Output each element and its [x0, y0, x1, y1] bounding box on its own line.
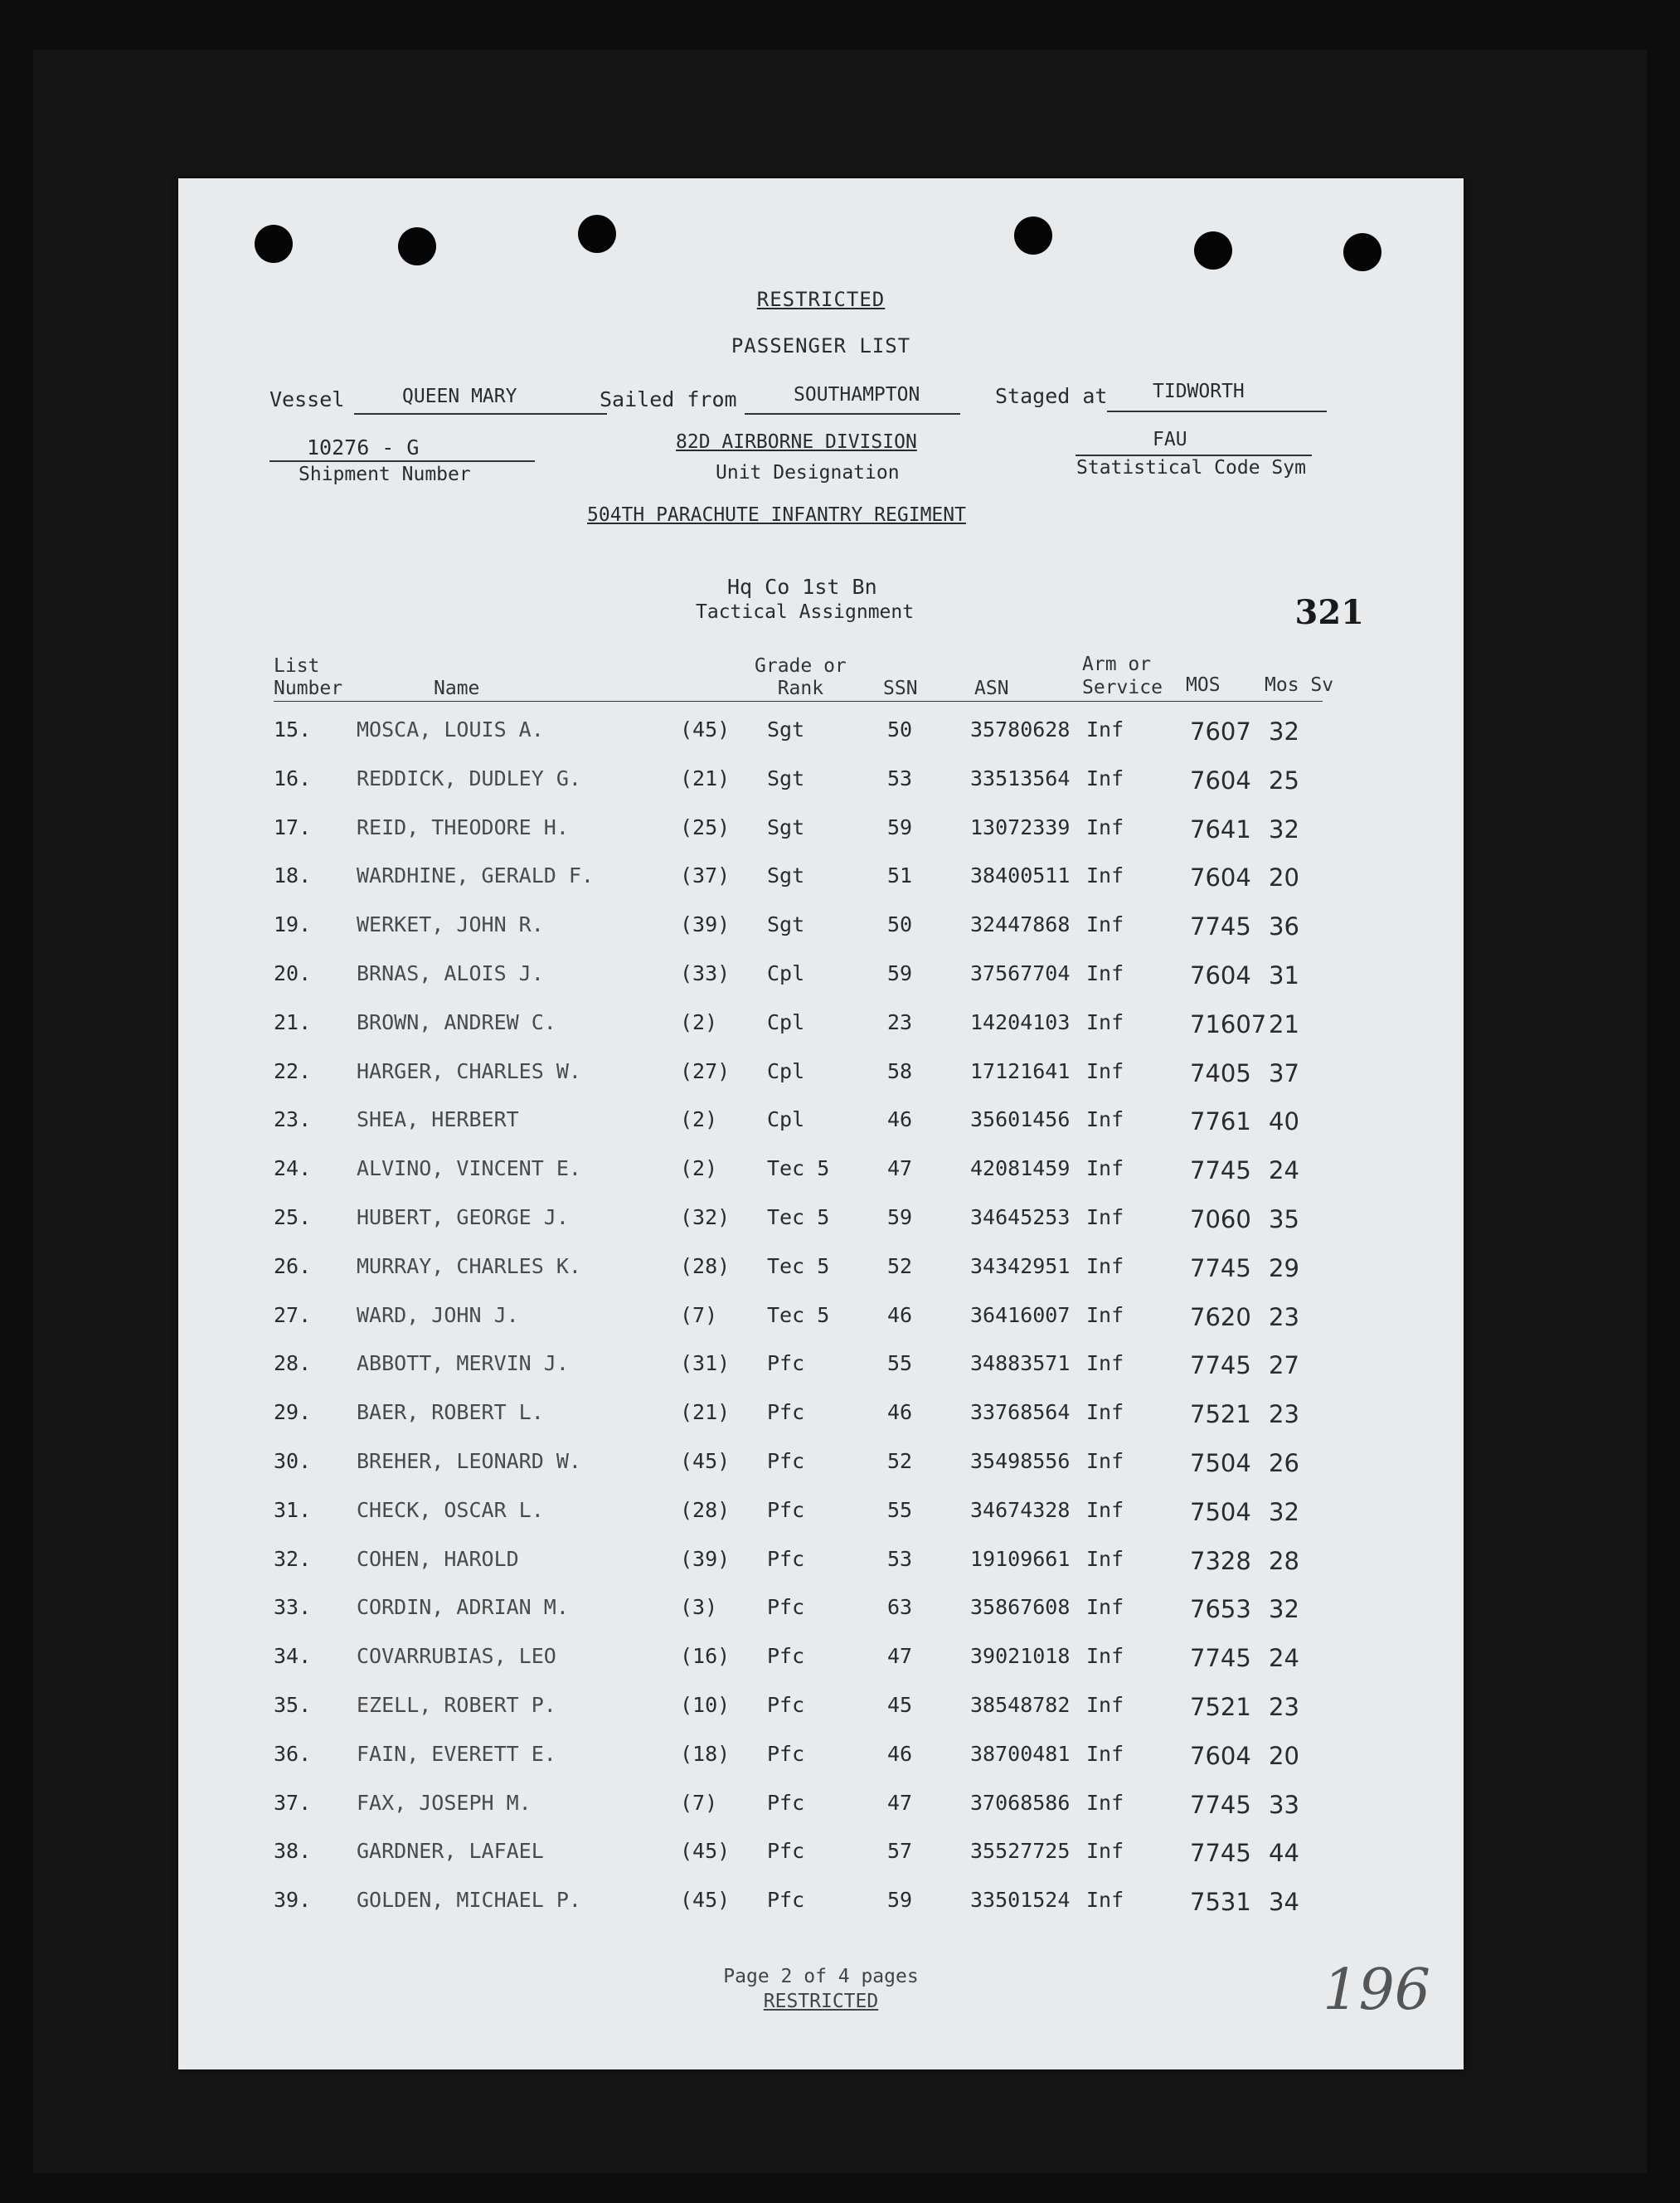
ssn-cell: 47 — [887, 1156, 913, 1181]
arm-cell: Inf — [1086, 1741, 1124, 1766]
asn-cell: 35601456 — [970, 1107, 1071, 1132]
mos-sv-cell: 20 — [1269, 863, 1299, 892]
name-cell: FAIN, EVERETT E. — [357, 1741, 556, 1766]
asn-cell: 38548782 — [970, 1693, 1071, 1717]
ssn-cell: 53 — [887, 1546, 913, 1571]
grade-number-cell: (33) — [680, 961, 731, 985]
punch-hole — [1014, 216, 1052, 255]
list-number-cell: 25. — [274, 1205, 312, 1229]
grade-number-cell: (31) — [680, 1351, 731, 1376]
grade-number-cell: (39) — [680, 912, 731, 937]
name-cell: GARDNER, LAFAEL — [357, 1839, 544, 1864]
list-number-cell: 18. — [274, 863, 312, 888]
list-number-cell: 38. — [274, 1839, 312, 1864]
list-number-cell: 30. — [274, 1449, 312, 1473]
arm-cell: Inf — [1086, 815, 1124, 839]
arm-cell: Inf — [1086, 1839, 1124, 1864]
rank-cell: Pfc — [767, 1693, 805, 1717]
arm-cell: Inf — [1086, 1253, 1124, 1278]
table-row — [178, 1595, 1464, 1636]
rank-cell: Tec 5 — [767, 1205, 830, 1229]
rank-cell: Sgt — [767, 912, 805, 937]
staged-at-underline — [1107, 411, 1327, 412]
mos-sv-cell: 29 — [1269, 1253, 1299, 1282]
list-number-cell: 24. — [274, 1156, 312, 1181]
list-number-cell: 19. — [274, 912, 312, 937]
rank-cell: Pfc — [767, 1595, 805, 1620]
mos-sv-cell: 35 — [1269, 1205, 1299, 1233]
ssn-cell: 55 — [887, 1497, 913, 1522]
rank-cell: Pfc — [767, 1546, 805, 1571]
arm-cell: Inf — [1086, 1449, 1124, 1473]
grade-number-cell: (45) — [680, 1449, 731, 1473]
col-header-mos-sv: Mos Sv — [1265, 674, 1334, 696]
asn-cell: 34645253 — [970, 1205, 1071, 1229]
rank-cell: Sgt — [767, 815, 805, 839]
asn-cell: 17121641 — [970, 1058, 1071, 1083]
footer-classification: RESTRICTED — [763, 1991, 879, 2012]
list-number-cell: 16. — [274, 766, 312, 790]
rank-cell: Tec 5 — [767, 1156, 830, 1181]
grade-number-cell: (16) — [680, 1644, 731, 1669]
asn-cell: 39021018 — [970, 1644, 1071, 1669]
asn-cell: 33768564 — [970, 1400, 1071, 1425]
mos-cell: 7604 — [1190, 766, 1251, 795]
punch-hole — [1194, 231, 1232, 270]
col-header-arm-line2: Service — [1082, 677, 1163, 698]
asn-cell: 36416007 — [970, 1302, 1071, 1327]
mos-cell: 7521 — [1190, 1400, 1251, 1429]
mos-sv-cell: 36 — [1269, 912, 1299, 941]
grade-number-cell: (21) — [680, 766, 731, 790]
grade-number-cell: (45) — [680, 1888, 731, 1913]
asn-cell: 35867608 — [970, 1595, 1071, 1620]
mos-sv-cell: 31 — [1269, 961, 1299, 990]
col-header-ssn: SSN — [883, 678, 918, 699]
rank-cell: Pfc — [767, 1741, 805, 1766]
name-cell: REDDICK, DUDLEY G. — [357, 766, 581, 790]
mos-sv-cell: 23 — [1269, 1693, 1299, 1721]
rank-cell: Cpl — [767, 961, 805, 985]
arm-cell: Inf — [1086, 1205, 1124, 1229]
mos-cell: 7531 — [1190, 1888, 1251, 1917]
mos-sv-cell: 27 — [1269, 1351, 1299, 1380]
name-cell: WARD, JOHN J. — [357, 1302, 519, 1327]
arm-cell: Inf — [1086, 1790, 1124, 1815]
rank-cell: Tec 5 — [767, 1253, 830, 1278]
ssn-cell: 58 — [887, 1058, 913, 1083]
ssn-cell: 51 — [887, 863, 913, 888]
arm-cell: Inf — [1086, 1644, 1124, 1669]
mos-cell: 7521 — [1190, 1693, 1251, 1721]
rank-cell: Cpl — [767, 1009, 805, 1034]
col-header-underline — [274, 701, 1323, 702]
name-cell: HUBERT, GEORGE J. — [357, 1205, 569, 1229]
list-number-cell: 17. — [274, 815, 312, 839]
ssn-cell: 57 — [887, 1839, 913, 1864]
col-header-asn: ASN — [974, 678, 1009, 699]
table-row — [178, 1791, 1464, 1832]
rank-cell: Pfc — [767, 1888, 805, 1913]
table-row — [178, 912, 1464, 954]
asn-cell: 33513564 — [970, 766, 1071, 790]
grade-number-cell: (2) — [680, 1107, 718, 1132]
table-row — [178, 1742, 1464, 1783]
table-row — [178, 1839, 1464, 1880]
list-number-cell: 35. — [274, 1693, 312, 1717]
mos-sv-cell: 32 — [1269, 1497, 1299, 1526]
mos-sv-cell: 32 — [1269, 717, 1299, 746]
ssn-cell: 45 — [887, 1693, 913, 1717]
arm-cell: Inf — [1086, 766, 1124, 790]
list-number-cell: 32. — [274, 1546, 312, 1571]
name-cell: BREHER, LEONARD W. — [357, 1449, 581, 1473]
arm-cell: Inf — [1086, 1595, 1124, 1620]
ssn-cell: 59 — [887, 961, 913, 985]
mos-sv-cell: 24 — [1269, 1156, 1299, 1185]
ssn-cell: 53 — [887, 766, 913, 790]
name-cell: HARGER, CHARLES W. — [357, 1058, 581, 1083]
asn-cell: 35780628 — [970, 717, 1071, 742]
list-number-cell: 23. — [274, 1107, 312, 1132]
list-number-cell: 37. — [274, 1790, 312, 1815]
rank-cell: Sgt — [767, 863, 805, 888]
ssn-cell: 50 — [887, 912, 913, 937]
arm-cell: Inf — [1086, 1058, 1124, 1083]
ssn-cell: 50 — [887, 717, 913, 742]
ssn-cell: 52 — [887, 1449, 913, 1473]
name-cell: WERKET, JOHN R. — [357, 912, 544, 937]
mos-cell: 7620 — [1190, 1302, 1251, 1331]
rank-cell: Sgt — [767, 717, 805, 742]
sailed-from-value: SOUTHAMPTON — [794, 384, 920, 406]
mos-cell: 7745 — [1190, 1839, 1251, 1868]
statistical-code-value: FAU — [1153, 429, 1187, 450]
vessel-underline — [354, 413, 607, 415]
col-header-name: Name — [434, 678, 480, 699]
arm-cell: Inf — [1086, 1156, 1124, 1181]
table-row — [178, 1693, 1464, 1734]
col-header-grade-line2: Rank — [777, 678, 824, 699]
table-row — [178, 1303, 1464, 1345]
mos-sv-cell: 26 — [1269, 1449, 1299, 1477]
arm-cell: Inf — [1086, 912, 1124, 937]
table-row — [178, 1059, 1464, 1101]
vessel-value: QUEEN MARY — [402, 386, 517, 407]
name-cell: COHEN, HAROLD — [357, 1546, 519, 1571]
grade-number-cell: (28) — [680, 1497, 731, 1522]
grade-number-cell: (37) — [680, 863, 731, 888]
shipment-number-underline — [269, 460, 535, 462]
name-cell: BAER, ROBERT L. — [357, 1400, 544, 1425]
handwritten-number: 196 — [1323, 1957, 1430, 2023]
rank-cell: Pfc — [767, 1644, 805, 1669]
asn-cell: 35498556 — [970, 1449, 1071, 1473]
ssn-cell: 46 — [887, 1400, 913, 1425]
mos-cell: 7604 — [1190, 863, 1251, 892]
grade-number-cell: (7) — [680, 1790, 718, 1815]
name-cell: GOLDEN, MICHAEL P. — [357, 1888, 581, 1913]
ssn-cell: 52 — [887, 1253, 913, 1278]
mos-sv-cell: 32 — [1269, 815, 1299, 844]
asn-cell: 33501524 — [970, 1888, 1071, 1913]
mos-sv-cell: 34 — [1269, 1888, 1299, 1917]
mos-cell: 7653 — [1190, 1595, 1251, 1624]
mos-sv-cell: 44 — [1269, 1839, 1299, 1868]
arm-cell: Inf — [1086, 717, 1124, 742]
col-header-list-line2: Number — [274, 678, 343, 699]
asn-cell: 38700481 — [970, 1741, 1071, 1766]
mos-cell: 7761 — [1190, 1107, 1251, 1136]
grade-number-cell: (25) — [680, 815, 731, 839]
mos-cell: 7060 — [1190, 1205, 1251, 1233]
asn-cell: 34342951 — [970, 1253, 1071, 1278]
mos-cell: 7504 — [1190, 1449, 1251, 1477]
mos-cell: 7328 — [1190, 1546, 1251, 1575]
page-number-stamp: 321 — [1294, 593, 1364, 632]
ssn-cell: 55 — [887, 1351, 913, 1376]
col-header-mos: MOS — [1186, 674, 1221, 696]
arm-cell: Inf — [1086, 1497, 1124, 1522]
name-cell: MOSCA, LOUIS A. — [357, 717, 544, 742]
table-row — [178, 1351, 1464, 1393]
grade-number-cell: (27) — [680, 1058, 731, 1083]
arm-cell: Inf — [1086, 1546, 1124, 1571]
list-number-cell: 15. — [274, 717, 312, 742]
asn-cell: 34883571 — [970, 1351, 1071, 1376]
rank-cell: Pfc — [767, 1351, 805, 1376]
name-cell: SHEA, HERBERT — [357, 1107, 519, 1132]
classification-header: RESTRICTED — [756, 288, 886, 311]
name-cell: BROWN, ANDREW C. — [357, 1009, 556, 1034]
arm-cell: Inf — [1086, 1107, 1124, 1132]
mos-sv-cell: 21 — [1269, 1009, 1299, 1038]
list-number-cell: 28. — [274, 1351, 312, 1376]
arm-cell: Inf — [1086, 863, 1124, 888]
ssn-cell: 46 — [887, 1107, 913, 1132]
sailed-from-label: Sailed from — [600, 387, 737, 411]
shipment-number-value: 10276 - G — [307, 435, 420, 460]
name-cell: FAX, JOSEPH M. — [357, 1790, 532, 1815]
name-cell: MURRAY, CHARLES K. — [357, 1253, 581, 1278]
name-cell: ABBOTT, MERVIN J. — [357, 1351, 569, 1376]
asn-cell: 42081459 — [970, 1156, 1071, 1181]
ssn-cell: 63 — [887, 1595, 913, 1620]
arm-cell: Inf — [1086, 1351, 1124, 1376]
arm-cell: Inf — [1086, 1693, 1124, 1717]
tactical-assignment-value: Hq Co 1st Bn — [727, 575, 877, 599]
asn-cell: 35527725 — [970, 1839, 1071, 1864]
col-header-list-line1: List — [274, 655, 320, 677]
staged-at-value: TIDWORTH — [1153, 381, 1245, 402]
table-row — [178, 766, 1464, 808]
name-cell: REID, THEODORE H. — [357, 815, 569, 839]
table-row — [178, 1547, 1464, 1588]
table-row — [178, 1498, 1464, 1539]
grade-number-cell: (18) — [680, 1741, 731, 1766]
mos-sv-cell: 24 — [1269, 1644, 1299, 1673]
rank-cell: Pfc — [767, 1790, 805, 1815]
mos-cell: 7405 — [1190, 1058, 1251, 1087]
table-row — [178, 1888, 1464, 1929]
list-number-cell: 22. — [274, 1058, 312, 1083]
list-number-cell: 36. — [274, 1741, 312, 1766]
grade-number-cell: (21) — [680, 1400, 731, 1425]
ssn-cell: 46 — [887, 1302, 913, 1327]
mos-sv-cell: 20 — [1269, 1741, 1299, 1770]
mos-cell: 7504 — [1190, 1497, 1251, 1526]
name-cell: ALVINO, VINCENT E. — [357, 1156, 581, 1181]
mos-cell: 7604 — [1190, 1741, 1251, 1770]
grade-number-cell: (45) — [680, 1839, 731, 1864]
mos-sv-cell: 28 — [1269, 1546, 1299, 1575]
table-row — [178, 1254, 1464, 1296]
sailed-from-underline — [745, 413, 960, 415]
ssn-cell: 23 — [887, 1009, 913, 1034]
grade-number-cell: (39) — [680, 1546, 731, 1571]
mos-sv-cell: 23 — [1269, 1302, 1299, 1331]
document-page — [178, 178, 1464, 2069]
name-cell: CHECK, OSCAR L. — [357, 1497, 544, 1522]
list-number-cell: 21. — [274, 1009, 312, 1034]
ssn-cell: 59 — [887, 1888, 913, 1913]
ssn-cell: 59 — [887, 815, 913, 839]
col-header-arm — [1082, 653, 1163, 699]
arm-cell: Inf — [1086, 1888, 1124, 1913]
name-cell: EZELL, ROBERT P. — [357, 1693, 556, 1717]
ssn-cell: 47 — [887, 1644, 913, 1669]
list-number-cell: 39. — [274, 1888, 312, 1913]
grade-number-cell: (32) — [680, 1205, 731, 1229]
mos-cell: 7745 — [1190, 1790, 1251, 1819]
mos-cell: 7745 — [1190, 1351, 1251, 1380]
list-number-cell: 29. — [274, 1400, 312, 1425]
col-header-grade — [755, 655, 847, 700]
unit-designation-label: Unit Designation — [716, 462, 900, 484]
table-row — [178, 815, 1464, 857]
regiment-name: 504TH PARACHUTE INFANTRY REGIMENT — [587, 504, 966, 526]
grade-number-cell: (3) — [680, 1595, 718, 1620]
unit-designation-value: 82D AIRBORNE DIVISION — [676, 431, 917, 453]
list-number-cell: 27. — [274, 1302, 312, 1327]
grade-number-cell: (2) — [680, 1156, 718, 1181]
vessel-label: Vessel — [269, 387, 345, 411]
mos-cell: 71607 — [1190, 1009, 1267, 1038]
punch-hole — [398, 227, 436, 265]
list-number-cell: 33. — [274, 1595, 312, 1620]
arm-cell: Inf — [1086, 1400, 1124, 1425]
name-cell: COVARRUBIAS, LEO — [357, 1644, 556, 1669]
tactical-assignment-label: Tactical Assignment — [696, 601, 915, 623]
table-row — [178, 1156, 1464, 1198]
table-row — [178, 961, 1464, 1003]
asn-cell: 37068586 — [970, 1790, 1071, 1815]
mos-cell: 7641 — [1190, 815, 1251, 844]
mos-sv-cell: 40 — [1269, 1107, 1299, 1136]
mos-cell: 7745 — [1190, 1253, 1251, 1282]
mos-sv-cell: 25 — [1269, 766, 1299, 795]
statistical-code-underline — [1075, 455, 1312, 456]
mos-cell: 7745 — [1190, 1156, 1251, 1185]
ssn-cell: 59 — [887, 1205, 913, 1229]
rank-cell: Pfc — [767, 1400, 805, 1425]
table-row — [178, 1644, 1464, 1685]
mos-cell: 7745 — [1190, 1644, 1251, 1673]
grade-number-cell: (10) — [680, 1693, 731, 1717]
punch-hole — [1343, 233, 1381, 271]
table-row — [178, 717, 1464, 759]
col-header-arm-line1: Arm or — [1082, 654, 1152, 675]
rank-cell: Sgt — [767, 766, 805, 790]
rank-cell: Pfc — [767, 1839, 805, 1864]
table-row — [178, 1205, 1464, 1247]
staged-at-label: Staged at — [995, 384, 1108, 408]
rank-cell: Cpl — [767, 1058, 805, 1083]
list-number-cell: 26. — [274, 1253, 312, 1278]
arm-cell: Inf — [1086, 1009, 1124, 1034]
list-number-cell: 34. — [274, 1644, 312, 1669]
list-number-cell: 20. — [274, 961, 312, 985]
punch-hole — [255, 225, 293, 263]
col-header-list — [274, 655, 342, 700]
shipment-number-label: Shipment Number — [299, 464, 471, 485]
arm-cell: Inf — [1086, 961, 1124, 985]
asn-cell: 19109661 — [970, 1546, 1071, 1571]
rank-cell: Pfc — [767, 1449, 805, 1473]
table-row — [178, 1107, 1464, 1149]
name-cell: BRNAS, ALOIS J. — [357, 961, 544, 985]
grade-number-cell: (28) — [680, 1253, 731, 1278]
mos-cell: 7745 — [1190, 912, 1251, 941]
name-cell: CORDIN, ADRIAN M. — [357, 1595, 569, 1620]
grade-number-cell: (45) — [680, 717, 731, 742]
list-number-cell: 31. — [274, 1497, 312, 1522]
grade-number-cell: (2) — [680, 1009, 718, 1034]
arm-cell: Inf — [1086, 1302, 1124, 1327]
grade-number-cell: (7) — [680, 1302, 718, 1327]
asn-cell: 32447868 — [970, 912, 1071, 937]
footer-page-count: Page 2 of 4 pages — [723, 1966, 919, 1987]
mos-cell: 7604 — [1190, 961, 1251, 990]
mos-cell: 7607 — [1190, 717, 1251, 746]
table-row — [178, 1400, 1464, 1442]
asn-cell: 34674328 — [970, 1497, 1071, 1522]
ssn-cell: 46 — [887, 1741, 913, 1766]
asn-cell: 13072339 — [970, 815, 1071, 839]
name-cell: WARDHINE, GERALD F. — [357, 863, 594, 888]
mos-sv-cell: 33 — [1269, 1790, 1299, 1819]
table-row — [178, 1010, 1464, 1052]
asn-cell: 38400511 — [970, 863, 1071, 888]
asn-cell: 14204103 — [970, 1009, 1071, 1034]
mos-sv-cell: 32 — [1269, 1595, 1299, 1624]
asn-cell: 37567704 — [970, 961, 1071, 985]
statistical-code-label: Statistical Code Sym — [1076, 457, 1306, 479]
mos-sv-cell: 23 — [1269, 1400, 1299, 1429]
ssn-cell: 47 — [887, 1790, 913, 1815]
rank-cell: Tec 5 — [767, 1302, 830, 1327]
rank-cell: Pfc — [767, 1497, 805, 1522]
document-title: PASSENGER LIST — [731, 334, 911, 357]
col-header-grade-line1: Grade or — [755, 655, 847, 677]
table-row — [178, 1449, 1464, 1491]
rank-cell: Cpl — [767, 1107, 805, 1132]
table-row — [178, 863, 1464, 905]
punch-hole — [578, 215, 616, 253]
mos-sv-cell: 37 — [1269, 1058, 1299, 1087]
